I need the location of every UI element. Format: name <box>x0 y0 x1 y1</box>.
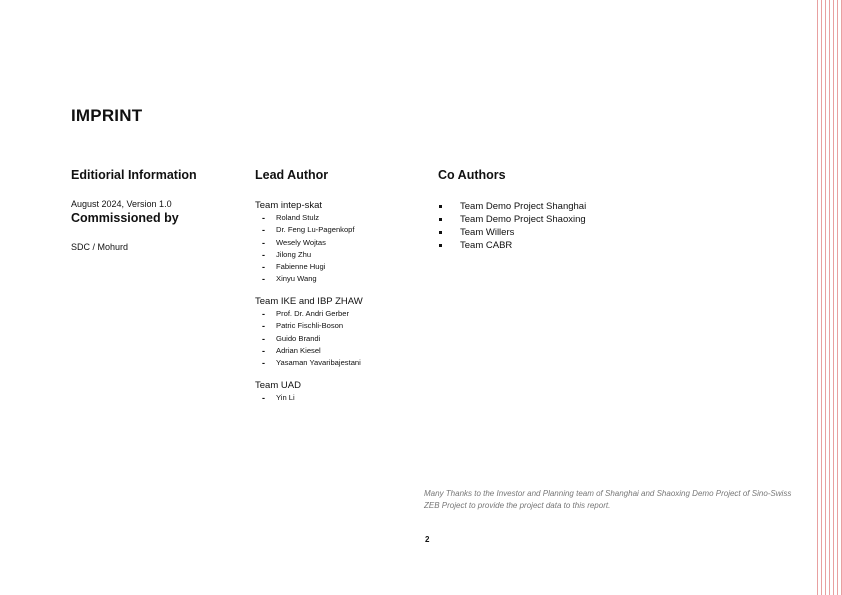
team-member: - Fabienne Hugi <box>262 262 326 273</box>
team-member: - Jilong Zhu <box>262 249 312 260</box>
editorial-heading: Editiorial Information <box>71 168 197 182</box>
lead-author-heading: Lead Author <box>255 168 329 182</box>
team-block <box>255 379 301 404</box>
commissioned-value: SDC / Mohurd <box>71 242 129 252</box>
team-member-list <box>255 308 363 369</box>
co-author-item: Team CABR <box>438 239 586 252</box>
team-member: - Roland Stulz <box>262 213 320 223</box>
co-authors-heading: Co Authors <box>438 168 506 182</box>
team-name: Team UAD <box>255 380 301 391</box>
co-author-item: Team Demo Project Shaoxing <box>438 213 586 226</box>
team-member: - Wesely Wojtas <box>262 237 326 248</box>
team-member: - Dr. Feng Lu-Pagenkopf <box>262 225 355 236</box>
co-author-item: Team Demo Project Shanghai <box>438 200 586 213</box>
team-member-list <box>255 212 355 286</box>
page-title: IMPRINT <box>71 106 143 125</box>
team-member: - Patric Fischli-Boson <box>262 321 344 332</box>
commissioned-heading: Commissioned by <box>71 211 179 225</box>
acknowledgement-note: Many Thanks to the Investor and Planning team of Shanghai and Shaoxing Demo Project of Sino-Swiss ZEB Project to provide the project data to this report. <box>424 489 792 510</box>
team-member: - Guido Brandi <box>262 333 321 344</box>
bullet-icon <box>439 218 442 221</box>
page-number: 2 <box>425 535 430 544</box>
bullet-icon <box>439 244 442 247</box>
co-authors-list <box>438 200 586 252</box>
team-block <box>255 295 363 369</box>
team-member: - Adrian Kiesel <box>262 345 321 356</box>
team-member: - Yin Li <box>262 393 295 403</box>
team-block <box>255 199 355 286</box>
team-member-list <box>255 392 301 404</box>
decorative-edge-stripes <box>816 0 842 595</box>
team-name: Team IKE and IBP ZHAW <box>255 296 363 307</box>
team-name: Team intep-skat <box>255 200 323 211</box>
team-member: - Xinyu Wang <box>262 274 317 285</box>
team-member: - Yasaman Yavaribajestani <box>262 358 361 369</box>
bullet-icon <box>439 205 442 208</box>
co-author-item: Team Willers <box>438 226 586 239</box>
bullet-icon <box>439 231 442 234</box>
date-version: August 2024, Version 1.0 <box>71 199 172 209</box>
team-member: - Prof. Dr. Andri Gerber <box>262 309 350 319</box>
